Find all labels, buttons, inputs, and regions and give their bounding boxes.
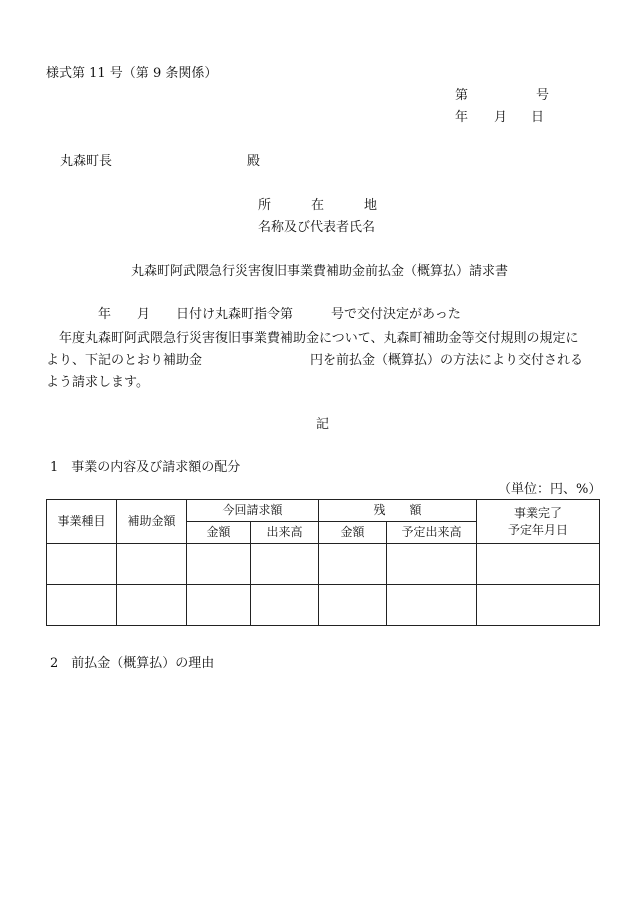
- section-1-heading: 1 事業の内容及び請求額の配分: [50, 460, 241, 475]
- date-month: 月: [494, 110, 508, 125]
- addressee-honorific: 殿: [247, 154, 261, 169]
- budget-table: [46, 499, 600, 626]
- table-cell[interactable]: [187, 585, 251, 626]
- table-cell[interactable]: [387, 585, 477, 626]
- body-line-3: より、下記のとおり補助金 円を前払金（概算払）の方法により交付される: [46, 353, 584, 368]
- date-day: 日: [531, 110, 545, 125]
- ref-prefix: 第: [455, 88, 469, 103]
- table-cell[interactable]: [477, 544, 600, 585]
- date-line: [455, 111, 544, 124]
- date-year: 年: [455, 110, 469, 125]
- table-cell[interactable]: [47, 544, 117, 585]
- section-2-heading: 2 前払金（概算払）の理由: [50, 656, 215, 671]
- header-current-amount: 金額: [187, 522, 251, 544]
- body-line-4: よう請求します。: [46, 375, 149, 390]
- header-subsidy-amount: 補助金額: [117, 500, 187, 544]
- table-cell[interactable]: [117, 544, 187, 585]
- table-cell[interactable]: [251, 544, 319, 585]
- header-current-request: 今回請求額: [187, 500, 319, 522]
- applicant-name-label: 名称及び代表者氏名: [258, 220, 376, 235]
- table-cell[interactable]: [477, 585, 600, 626]
- table-cell[interactable]: [319, 585, 387, 626]
- header-project-type: 事業種目: [47, 500, 117, 544]
- table-cell[interactable]: [387, 544, 477, 585]
- table-cell[interactable]: [251, 585, 319, 626]
- table-cell[interactable]: [47, 585, 117, 626]
- header-remaining: 残 額: [319, 500, 477, 522]
- body-line-1: 年 月 日付け丸森町指令第 号で交付決定があった: [98, 307, 461, 322]
- document-title: 丸森町阿武隈急行災害復旧事業費補助金前払金（概算払）請求書: [131, 264, 509, 279]
- addressee-name: 丸森町長: [60, 154, 113, 169]
- header-current-progress: 出来高: [251, 522, 319, 544]
- table-cell[interactable]: [187, 544, 251, 585]
- reference-number: [455, 89, 549, 102]
- ref-suffix: 号: [536, 88, 550, 103]
- body-line-2: 年度丸森町阿武隈急行災害復旧事業費補助金について、丸森町補助金等交付規則の規定に: [59, 331, 579, 346]
- applicant-address-label: 所 在 地: [258, 198, 378, 213]
- form-number: 様式第 11 号（第 9 条関係）: [46, 66, 218, 81]
- table-row: [47, 585, 600, 626]
- table-cell[interactable]: [319, 544, 387, 585]
- header-remaining-amount: 金額: [319, 522, 387, 544]
- table-row: [47, 544, 600, 585]
- header-planned-progress: 予定出来高: [387, 522, 477, 544]
- ki-marker: 記: [316, 417, 330, 432]
- table-cell[interactable]: [117, 585, 187, 626]
- unit-note: （単位：円、%）: [498, 482, 602, 497]
- header-completion-date: 事業完了 予定年月日: [477, 500, 600, 544]
